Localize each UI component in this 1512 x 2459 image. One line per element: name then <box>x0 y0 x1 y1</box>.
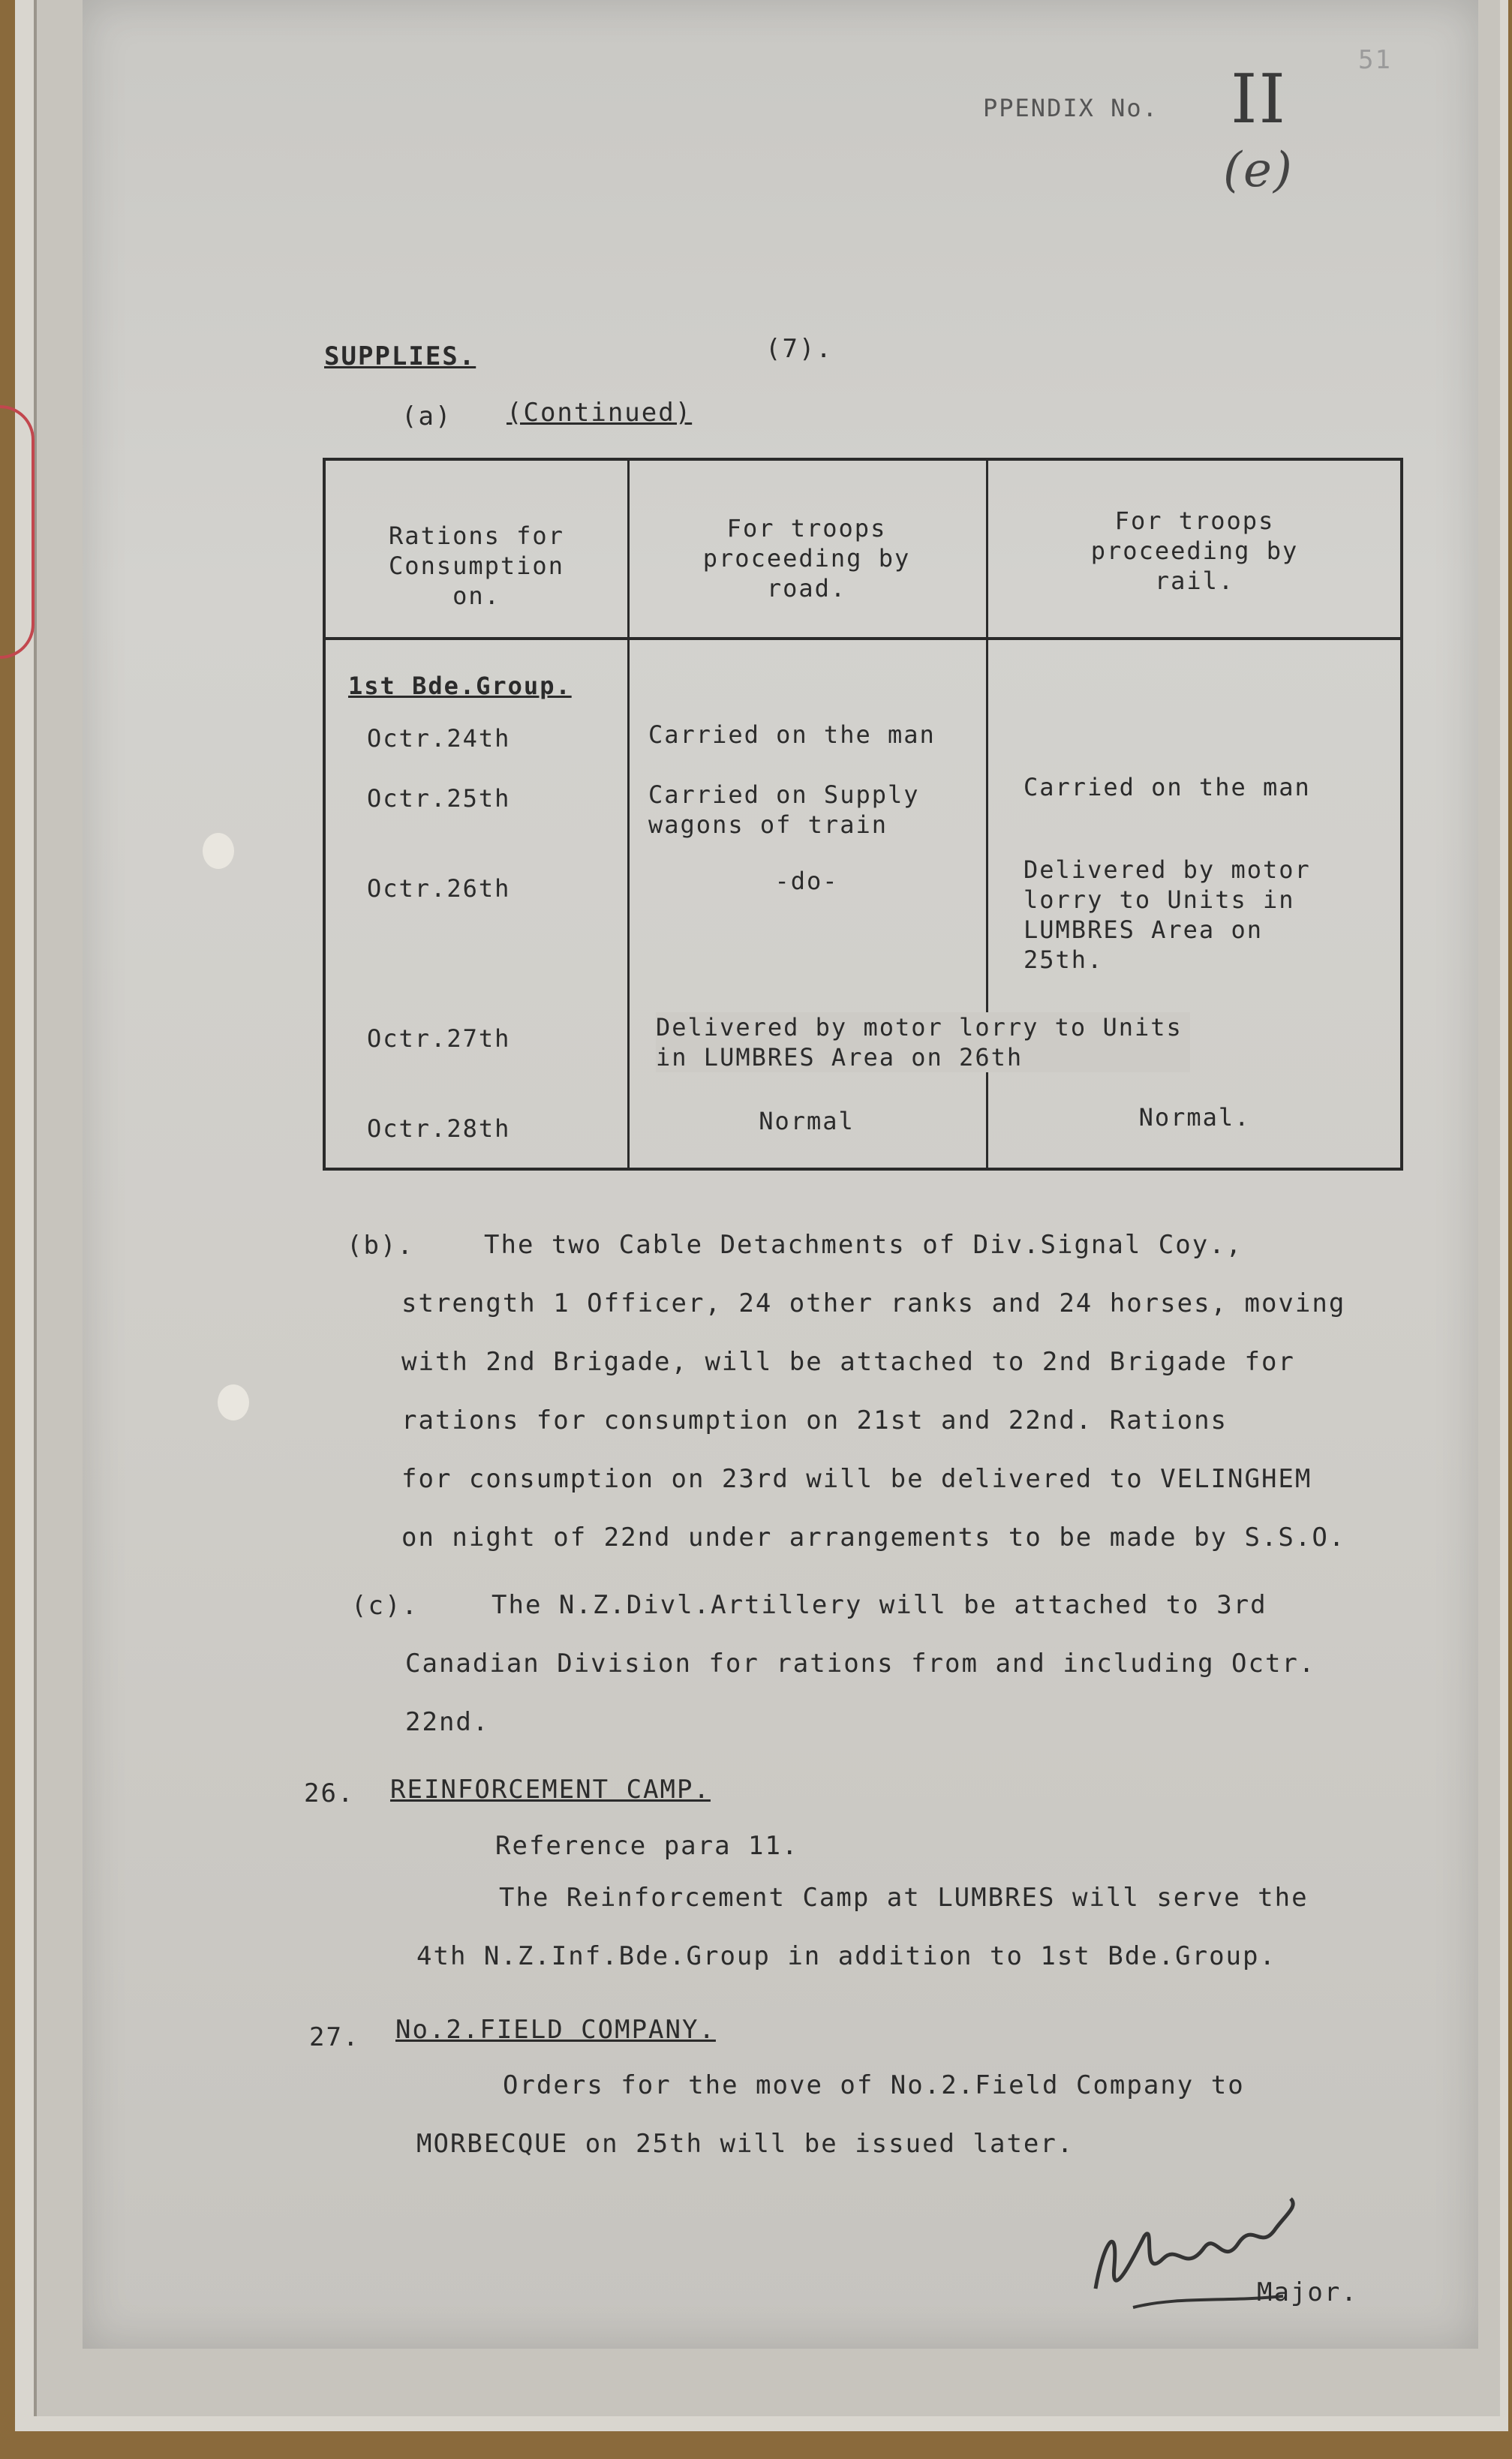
appendix-number: II <box>1231 60 1288 139</box>
rations-table <box>323 458 1403 1171</box>
table-row-date: Octr.24th <box>367 724 511 753</box>
item-26-number: 26. <box>304 1778 355 1808</box>
punch-hole <box>203 833 234 869</box>
item-26-title: REINFORCEMENT CAMP. <box>390 1775 711 1805</box>
continued-label: (Continued) <box>507 398 693 428</box>
table-cell-rail: Normal. <box>1138 1103 1251 1132</box>
table-row-date: Octr.26th <box>367 874 511 903</box>
para-c-text: The N.Z.Divl.Artillery will be attached to 3rd Canadian Division for rations from and including Octr. 22nd. <box>405 1590 1316 1737</box>
table-row-date: Octr.27th <box>367 1024 511 1053</box>
table-header-rule <box>326 637 1400 640</box>
item-27-title: No.2.FIELD COMPANY. <box>395 2015 716 2045</box>
item-26-reference: Reference para 11. <box>495 1831 799 1861</box>
table-header: Rations for Consumption on. <box>389 522 564 610</box>
item-27-text: Orders for the move of No.2.Field Company to MORBECQUE on 25th will be issued later. <box>416 2070 1245 2159</box>
page-ref: (7). <box>765 334 833 364</box>
para-b-label: (b). <box>347 1231 414 1261</box>
page-corner-number: 51 <box>1358 45 1392 75</box>
punch-hole <box>218 1384 249 1420</box>
table-row-date: Octr.25th <box>367 784 511 813</box>
table-header: For troops proceeding by road. <box>702 514 911 603</box>
para-b-text: The two Cable Detachments of Div.Signal Coy., strength 1 Officer, 24 other ranks and 24 horses, moving with 2nd Brigade, will be attached to 2nd Brigade for rations for consumption on 21st and 22nd. Rations for consumption on 23rd will be delivered to VELINGHEM on night of 22nd under arrangements to be made by S.S.O. <box>401 1230 1346 1553</box>
table-cell-road: Normal <box>759 1107 855 1135</box>
appendix-label: PPENDIX No. <box>983 94 1159 122</box>
table-cell-road: Carried on Supply wagons of train <box>648 780 920 839</box>
table-cell-span: Delivered by motor lorry to Units in LUMBRES Area on 26th <box>656 1012 1190 1072</box>
red-stamp <box>0 405 35 659</box>
signature-rank: Major. <box>1257 2277 1358 2307</box>
item-27-number: 27. <box>309 2022 360 2052</box>
table-cell-road: Carried on the man <box>648 720 936 749</box>
section-title: SUPPLIES. <box>324 341 476 371</box>
para-c-label: (c). <box>351 1591 419 1621</box>
table-cell-road: -do- <box>774 867 839 895</box>
table-cell-rail: Carried on the man <box>1024 773 1311 801</box>
appendix-sub: (e) <box>1223 143 1294 198</box>
item-26-text: The Reinforcement Camp at LUMBRES will serve the 4th N.Z.Inf.Bde.Group in addition to 1st Bde.Group. <box>416 1883 1309 1971</box>
group-label: 1st Bde.Group. <box>348 672 572 700</box>
subsection-label: (a) <box>401 401 452 431</box>
table-header: For troops proceeding by rail. <box>1090 507 1299 595</box>
table-row-date: Octr.28th <box>367 1114 511 1143</box>
table-cell-rail: Delivered by motor lorry to Units in LUMBRES Area on 25th. <box>1024 855 1311 974</box>
